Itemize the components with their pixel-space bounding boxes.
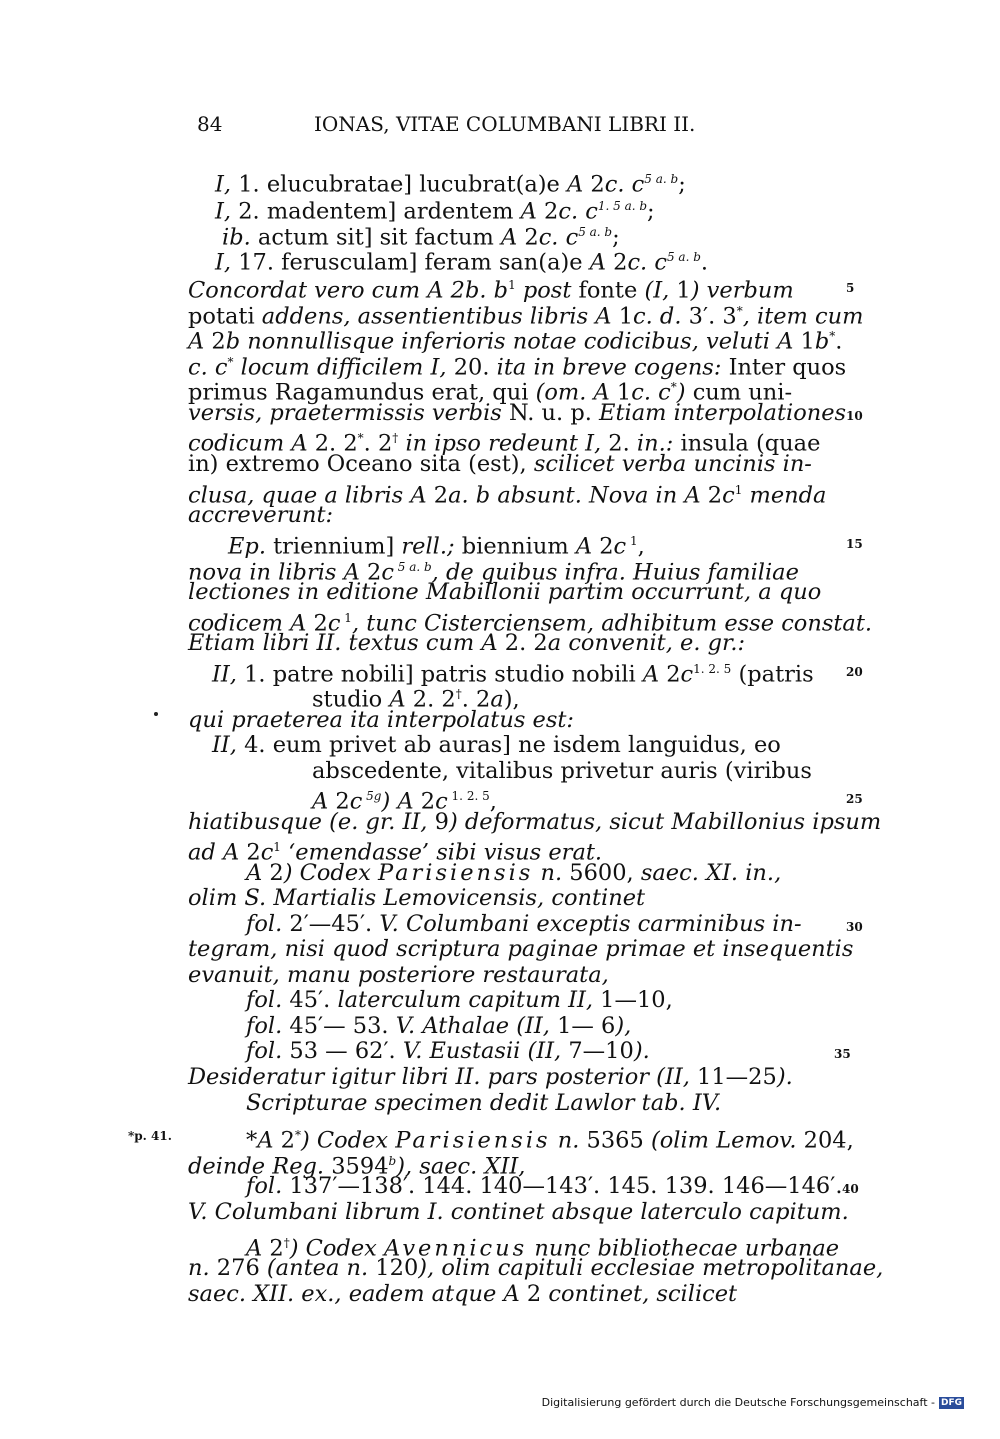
digitization-credit [542, 1396, 964, 1410]
text-line: I, 2. madentem] ardentem A 2c. $c^{1. 5 a. b}$; [215, 198, 655, 225]
line-number: 5 [846, 281, 855, 295]
text-line: fol. 45′. laterculum capitum II, 1—10, [246, 987, 673, 1013]
text-line: qui praeterea ita interpolatus est: [188, 707, 575, 733]
text-line: Ep. triennium] rell.; biennium A 2c $^1$, [228, 533, 645, 560]
text-line: primus Ragamundus erat, qui (om. A 1c. c*) cum uni- [188, 379, 793, 406]
text-line: tegram, nisi quod scriptura paginae primae et insequentis [188, 936, 854, 962]
text-line: ib. actum sit] sit factum A 2c. $c^{5 a. b}$; [222, 224, 620, 251]
dfg-logo: DFG [940, 1398, 962, 1408]
credit-text: Digitalisierung gefördert durch die Deutsche Forschungsgemeinschaft - [541, 1396, 935, 1409]
text-line: c. c* locum difficilem I, 20. ita in breve cogens: Inter quos [188, 354, 847, 381]
page-number: 84 [197, 112, 223, 136]
text-line: *A 2*) Codex Parisiensis n. 5365 (olim Lemov. 204, [246, 1127, 854, 1154]
text-line: n. 276 (antea n. 120), olim capituli ecclesiae metropolitanae, [188, 1255, 884, 1281]
text-line: codicem A 2c $^1$, tunc Cisterciensem, adhibitum esse constat. [188, 610, 873, 637]
text-line: fol. 45′— 53. V. Athalae (II, 1— 6), [246, 1013, 632, 1039]
line-number: 35 [834, 1047, 851, 1061]
text-line: accreverunt: [188, 502, 334, 528]
line-number: 25 [846, 792, 863, 806]
text-line: A 2) Codex Parisiensis n. 5600, saec. XI. in., [246, 860, 782, 886]
text-line: Concordat vero cum A 2b. $b^1$ post fonte (I, 1) verbum [188, 277, 794, 304]
text-line: evanuit, manu posteriore restaurata, [188, 962, 609, 988]
text-line: potati addens, assentientibus libris A 1c. d. 3′. 3*, item cum [188, 303, 864, 330]
margin-page-reference: *p. 41. [128, 1129, 172, 1143]
text-line: clusa, quae a libris A 2a. b absunt. Nova in A $2c^1$ menda [188, 482, 827, 509]
line-number: 30 [846, 920, 863, 934]
text-line: II, 4. eum privet ab auras] ne isdem languidus, eo [212, 732, 781, 758]
text-line: studio A 2. 2†. 2a), [312, 686, 520, 713]
text-line: I, 17. ferusculam] feram san(a)e A 2c. $c^{5 a. b}$. [215, 249, 709, 276]
line-number: 15 [846, 537, 863, 551]
line-number: 20 [846, 665, 863, 679]
text-line: A 2b nonnullisque inferioris notae codicibus, veluti A 1b*. [188, 328, 843, 355]
text-line: saec. XII. ex., eadem atque A 2 continet, scilicet [188, 1281, 738, 1307]
text-line: Scripturae specimen dedit Lawlor tab. IV. [246, 1090, 722, 1116]
text-line: lectiones in editione Mabillonii partim occurrunt, a quo [188, 579, 822, 605]
line-number: 40 [842, 1182, 859, 1196]
text-line: fol. 2′—45′. V. Columbani exceptis carminibus in- [246, 911, 802, 937]
text-line: A 2c $^{5g}$) A 2c $^{1. 2. 5}$, [312, 788, 497, 815]
text-line: I, 1. elucubratae] lucubrat(a)e A 2c. $c^{5 a. b}$; [215, 171, 686, 198]
text-line: II, 1. patre nobili] patris studio nobili A $2c^{1. 2. 5}$ (patris [212, 661, 814, 688]
stray-ink-dot [154, 712, 158, 716]
text-line: abscedente, vitalibus privetur auris (viribus [312, 758, 812, 784]
text-line: nova in libris A 2c $^{5 a. b}$, de quibus infra. Huius familiae [188, 559, 799, 586]
text-line: fol. 53 — 62′. V. Eustasii (II, 7—10). [246, 1038, 650, 1064]
text-line: hiatibusque (e. gr. II, 9) deformatus, sicut Mabillonius ipsum [188, 809, 882, 835]
text-line: Etiam libri II. textus cum A 2. 2a convenit, e. gr.: [188, 630, 746, 656]
text-line: versis, praetermissis verbis N. u. p. Etiam interpolationes [188, 400, 847, 426]
text-line: in) extremo Oceano sita (est), scilicet verba uncinis in- [188, 451, 812, 477]
line-number: 10 [846, 409, 863, 423]
text-line: A 2†) Codex Avennicus nunc bibliothecae urbanae [246, 1235, 840, 1262]
text-line: deinde Reg. 3594$^b$), saec. XII, [188, 1153, 526, 1180]
text-line: fol. 137′—138′. 144. 140—143′. 145. 139. 146—146′. [246, 1173, 843, 1199]
text-line: olim S. Martialis Lemovicensis, continet [188, 885, 646, 911]
text-line: V. Columbani librum I. continet absque laterculo capitum. [188, 1199, 849, 1225]
text-line: Desideratur igitur libri II. pars posterior (II, 11—25). [188, 1064, 793, 1090]
text-line: ad A $2c^1$ ‘emendasse’ sibi visus erat. [188, 839, 603, 866]
text-line: codicum A 2. 2*. 2† in ipso redeunt I, 2. in.: insula (quae [188, 430, 821, 457]
running-title: IONAS, VITAE COLUMBANI LIBRI II. [314, 112, 696, 136]
